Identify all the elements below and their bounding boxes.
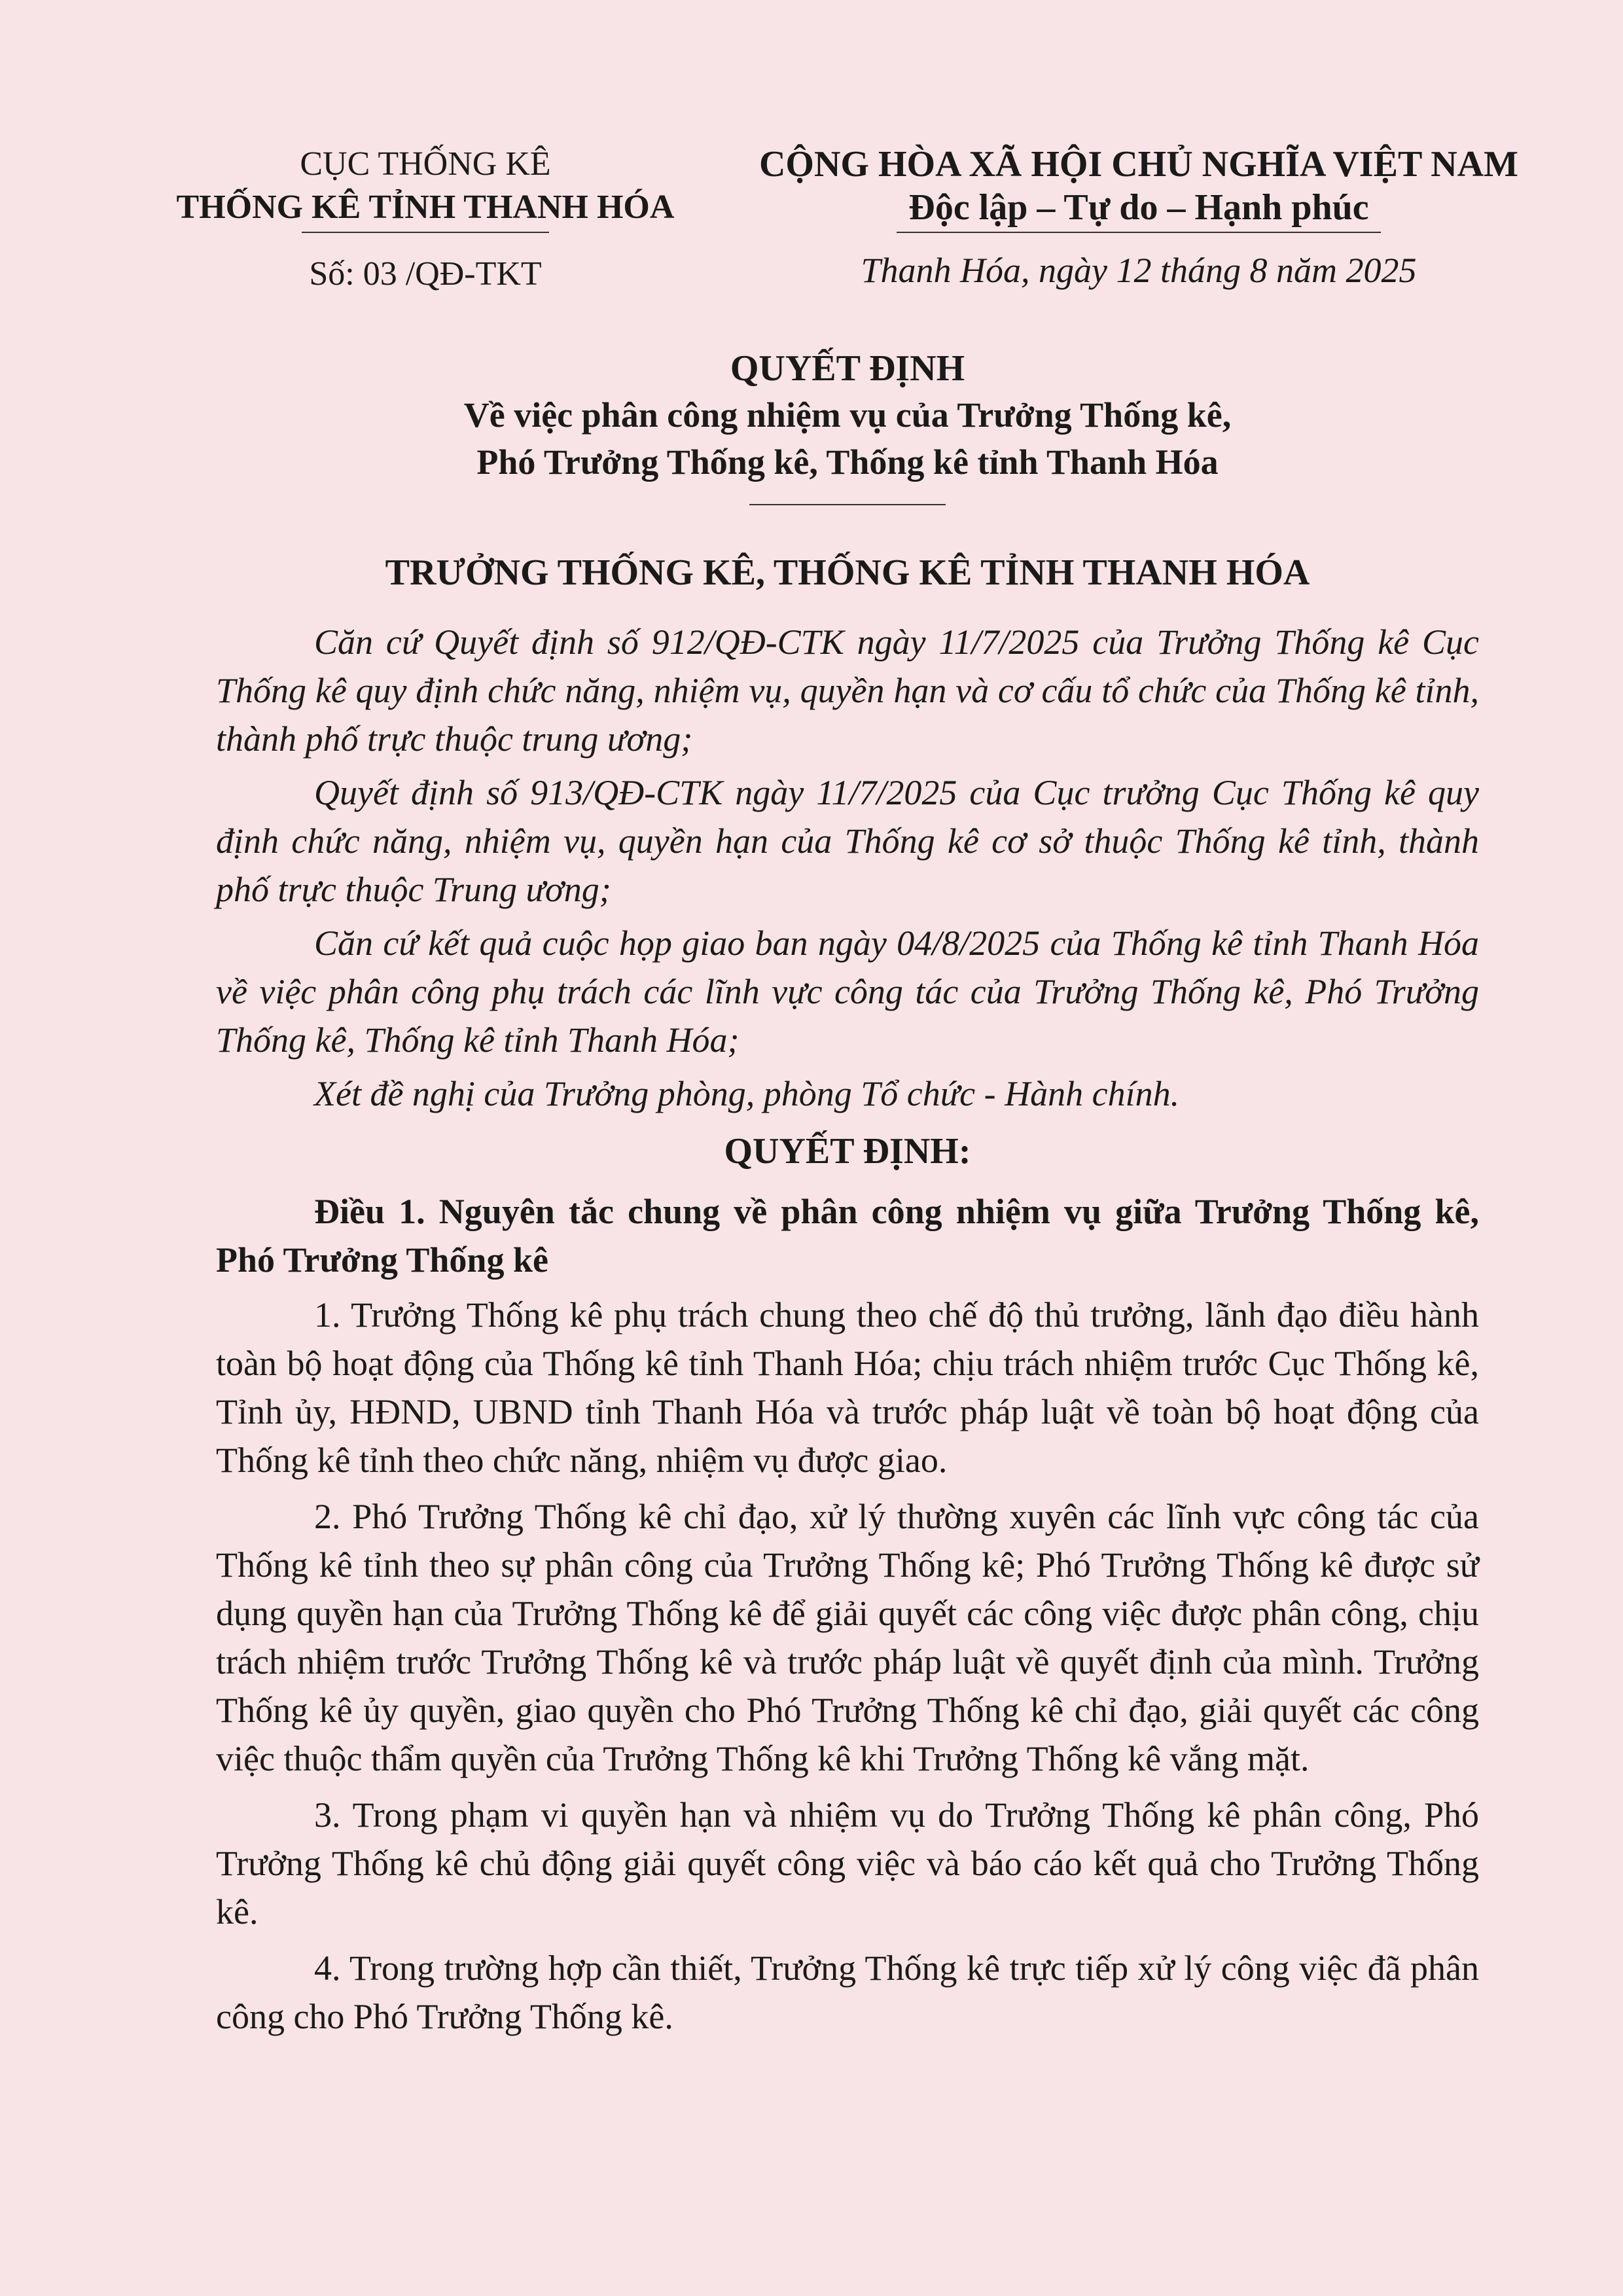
- header-country-block: [733, 143, 1544, 292]
- document-title: QUYẾT ĐỊNH: [730, 348, 965, 389]
- document-date: Thanh Hóa, ngày 12 tháng 8 năm 2025: [861, 251, 1417, 290]
- document-subtitle-line1: Về việc phân công nhiệm vụ của Trưởng Thống kê,: [463, 395, 1232, 435]
- legal-basis-3: Căn cứ kết quả cuộc họp giao ban ngày 04/8/2025 của Thống kê tỉnh Thanh Hóa về việc phân công phụ trách các lĩnh vực công tác của Trưởng Thống kê, Phó Trưởng Thống kê, Thống kê tỉnh Thanh Hóa;: [216, 924, 1479, 1060]
- document-body: [216, 618, 1479, 2049]
- legal-basis-1: Căn cứ Quyết định số 912/QĐ-CTK ngày 11/7/2025 của Trưởng Thống kê Cục Thống kê quy định chức năng, nhiệm vụ, quyền hạn và cơ cấu tổ chức của Thống kê tỉnh, thành phố trực thuộc trung ương;: [216, 622, 1479, 759]
- agency-name: THỐNG KÊ TỈNH THANH HÓA: [176, 188, 675, 226]
- national-motto: Độc lập – Tự do – Hạnh phúc: [908, 187, 1369, 228]
- country-name: CỘNG HÒA XÃ HỘI CHỦ NGHĨA VIỆT NAM: [758, 144, 1519, 185]
- issuer-heading: TRƯỞNG THỐNG KÊ, THỐNG KÊ TỈNH THANH HÓA: [385, 552, 1310, 593]
- legal-basis-2: Quyết định số 913/QĐ-CTK ngày 11/7/2025 của Cục trưởng Cục Thống kê quy định chức năng, nhiệm vụ, quyền hạn của Thống kê cơ sở thuộc Thống kê tỉnh, thành phố trực thuộc Trung ương;: [216, 773, 1479, 909]
- header-agency-block: [124, 143, 726, 296]
- article-1-item-2: 2. Phó Trưởng Thống kê chỉ đạo, xử lý thường xuyên các lĩnh vực công tác của Thống kê tỉnh theo sự phân công của Trưởng Thống kê; Phó Trưởng Thống kê được sử dụng quyền hạn của Trưởng Thống kê để giải quyết các công việc được phân công, chịu trách nhiệm trước Trưởng Thống kê và trước pháp luật về quyết định của mình. Trưởng Thống kê ủy quyền, giao quyền cho Phó Trưởng Thống kê chỉ đạo, giải quyết các công việc thuộc thẩm quyền của Trưởng Thống kê khi Trưởng Thống kê vắng mặt.: [216, 1497, 1479, 1778]
- document-subtitle-line2: Phó Trưởng Thống kê, Thống kê tỉnh Thanh Hóa: [476, 442, 1219, 482]
- document-title-block: [216, 346, 1479, 505]
- article-1-item-4: 4. Trong trường hợp cần thiết, Trưởng Thống kê trực tiếp xử lý công việc đã phân công cho Phó Trưởng Thống kê.: [216, 1948, 1479, 2036]
- article-1-item-1: 1. Trưởng Thống kê phụ trách chung theo chế độ thủ trưởng, lãnh đạo điều hành toàn bộ hoạt động của Thống kê tỉnh Thanh Hóa; chịu trách nhiệm trước Cục Thống kê, Tỉnh ủy, HĐND, UBND tỉnh Thanh Hóa và trước pháp luật về toàn bộ hoạt động của Thống kê tỉnh theo chức năng, nhiệm vụ được giao.: [216, 1295, 1479, 1480]
- agency-parent: CỤC THỐNG KÊ: [300, 145, 551, 183]
- legal-basis-4: Xét đề nghị của Trưởng phòng, phòng Tổ chức - Hành chính.: [314, 1074, 1180, 1113]
- article-1-item-3: 3. Trong phạm vi quyền hạn và nhiệm vụ do Trưởng Thống kê phân công, Phó Trưởng Thống kê chủ động giải quyết công việc và báo cáo kết quả cho Trưởng Thống kê.: [216, 1795, 1479, 1931]
- decision-heading: QUYẾT ĐỊNH:: [724, 1131, 971, 1172]
- agency-underline: [302, 232, 549, 233]
- document-number: Số: 03 /QĐ-TKT: [309, 255, 542, 293]
- title-divider: [749, 504, 946, 505]
- article-1-heading: Điều 1. Nguyên tắc chung về phân công nhiệm vụ giữa Trưởng Thống kê, Phó Trưởng Thống kê: [216, 1192, 1479, 1280]
- motto-underline: [897, 232, 1381, 233]
